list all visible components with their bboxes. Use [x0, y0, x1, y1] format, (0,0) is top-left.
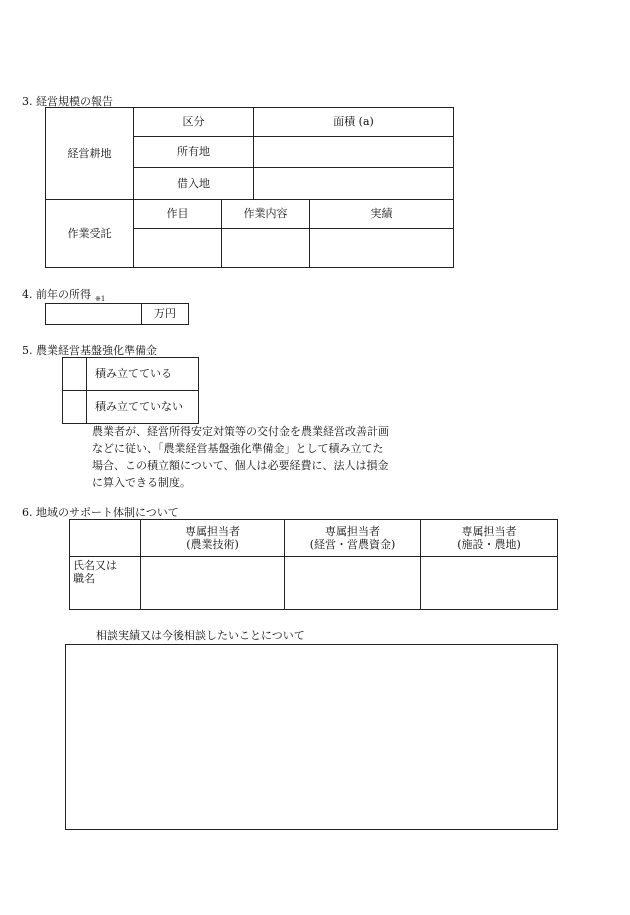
input-shakunyuchi-area[interactable] [254, 168, 454, 200]
header-sagyo-naiyo: 作業内容 [222, 200, 310, 229]
label-shakunyuchi: 借入地 [134, 168, 254, 200]
reserve-description [92, 423, 389, 491]
header-sakumoku: 作目 [134, 200, 222, 229]
desc-line-2: などに従い、「農業経営基盤強化準備金」として積み立てた [92, 442, 384, 455]
input-tanto-gijutsu[interactable] [141, 557, 285, 610]
section-6-title: 6. 地域のサポート体制について [22, 506, 179, 519]
header-keiei-shikin [285, 520, 421, 557]
desc-line-3: 場合、この積立額について、個人は必要経費に、法人は損金 [92, 459, 389, 472]
section-4-title [22, 288, 105, 301]
checkbox-tsumitate-no[interactable] [63, 391, 87, 424]
label-sagyo-jutaku: 作業受託 [46, 200, 134, 268]
note-mark: ※1 [95, 295, 106, 303]
header-menseki: 面積 (a) [254, 108, 454, 137]
section-4-title-text: 4. 前年の所得 [22, 288, 91, 301]
support-corner [70, 520, 141, 557]
input-sagyo-naiyo[interactable] [222, 229, 310, 268]
label-man-yen: 万円 [142, 304, 189, 325]
header-2-line-a: 専属担当者 [325, 524, 380, 538]
input-income[interactable] [46, 304, 142, 325]
checkbox-tsumitate-yes[interactable] [63, 358, 87, 391]
label-keiei-kochi: 経営耕地 [46, 108, 134, 200]
input-jisseki[interactable] [310, 229, 454, 268]
header-1-line-b: (農業技術) [186, 538, 239, 551]
header-1-line-a: 専属担当者 [185, 524, 240, 538]
header-2-line-b: (経営・営農資金) [309, 538, 396, 551]
support-table [69, 519, 558, 610]
section-3-title: 3. 経営規模の報告 [22, 95, 113, 108]
farm-scale-table [45, 107, 454, 268]
reserve-table [62, 357, 199, 424]
label-tsumitate-yes: 積み立てている [87, 358, 199, 391]
header-kubun: 区分 [134, 108, 254, 137]
input-shoyuchi-area[interactable] [254, 137, 454, 168]
input-tanto-shisetsu[interactable] [421, 557, 558, 610]
consult-textarea[interactable] [65, 644, 558, 830]
section-5-title: 5. 農業経営基盤強化準備金 [22, 344, 157, 357]
label-shimei-line-b: 職名 [73, 572, 95, 586]
income-table [45, 303, 189, 325]
label-shimei [70, 557, 141, 610]
label-tsumitate-no: 積み立てていない [87, 391, 199, 424]
input-sakumoku[interactable] [134, 229, 222, 268]
header-nogyo-gijutsu [141, 520, 285, 557]
header-jisseki: 実績 [310, 200, 454, 229]
label-shoyuchi: 所有地 [134, 137, 254, 168]
consult-title: 相談実績又は今後相談したいことについて [96, 629, 305, 642]
desc-line-1: 農業者が、経営所得安定対策等の交付金を農業経営改善計画 [92, 425, 389, 438]
header-shisetsu-nochi [421, 520, 558, 557]
input-tanto-keiei[interactable] [285, 557, 421, 610]
header-3-line-a: 専属担当者 [461, 524, 517, 538]
desc-line-4: に算入できる制度。 [92, 476, 191, 489]
header-3-line-b: (施設・農地) [457, 538, 521, 551]
label-shimei-line-a: 氏名又は [73, 559, 117, 572]
